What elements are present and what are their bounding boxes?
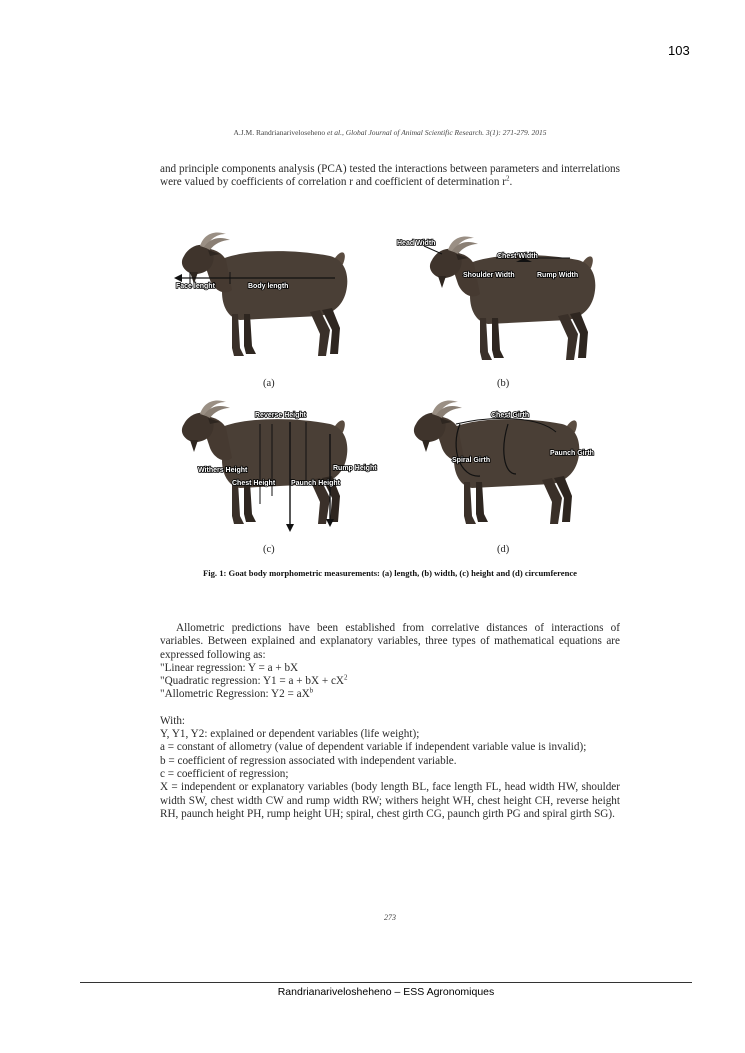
journal-page-number: 273	[384, 913, 396, 922]
with-label: With:	[160, 714, 186, 727]
allometric-paragraph: Allometric predictions have been established from correlative distances of interactions of variables. Between explained and explanatory variables, three types of mathematical equations are expressed following as:	[160, 622, 620, 661]
running-header	[160, 128, 620, 137]
label-paunch-girth: Paunch Girth	[550, 450, 594, 457]
label-paunch-height: Paunch Height	[291, 480, 341, 487]
body-text	[160, 622, 620, 821]
running-head-citation: et al., Global Journal of Animal Scientific Research. 3(1): 271-279. 2015	[326, 128, 547, 137]
def-c: c = coefficient of regression;	[160, 767, 289, 780]
intro-text: and principle components analysis (PCA) tested the interactions between parameters and interrelations were valued by coefficients of correlation r and coefficient of determination r	[160, 163, 620, 189]
panel-b-label: (b)	[497, 378, 510, 389]
footer-text: Randrianarivelosheheno – ESS Agronomiques	[277, 986, 495, 998]
intro-paragraph	[160, 163, 620, 190]
label-withers-height: Withers Height	[198, 467, 248, 474]
eq-allometric	[160, 688, 620, 701]
panel-d	[414, 401, 594, 556]
def-a: a = constant of allometry (value of dependent variable if independent variable value is invalid);	[160, 741, 587, 754]
footer-rule	[80, 982, 692, 983]
def-x: X = independent or explanatory variables (body length BL, face length FL, head width HW, shoulder width SW, chest width CW and rump width RW; withers height WH, chest height CH, reverse height RH, paunch height PH, rump height UH; spiral, chest girth CG, paunch girth PG and spiral girth SG).	[160, 781, 620, 820]
intro-tail: .	[509, 176, 513, 189]
goat-figure	[160, 228, 620, 558]
label-reverse-height: Reverse Height	[255, 412, 306, 419]
label-rump-height: Rump Height	[333, 465, 377, 472]
label-spiral-girth: Spiral Girth	[452, 457, 491, 464]
eq-allometric-sup: b	[309, 686, 314, 695]
label-head-width: Head Width	[397, 240, 436, 247]
panel-d-label: (d)	[497, 544, 510, 555]
def-b: b = coefficient of regression associated with independent variable.	[160, 754, 457, 767]
label-body-length: Body length	[248, 283, 289, 290]
eq-linear: "Linear regression: Y = a + bX	[160, 661, 299, 674]
eq-allometric-text: "Allometric Regression: Y2 = aX	[160, 688, 310, 701]
page-number: 103	[668, 43, 690, 58]
label-chest-width: Chest Width	[497, 253, 538, 260]
panel-a-label: (a)	[263, 378, 275, 389]
label-rump-width: Rump Width	[537, 272, 579, 279]
panel-c-label: (c)	[263, 544, 275, 555]
label-face-length: Face lenght	[176, 283, 215, 290]
eq-quadratic-sup: 2	[344, 673, 348, 682]
running-head-authors: A.J.M. Randrianariveloseheno	[233, 128, 327, 137]
panel-a	[174, 233, 347, 390]
label-chest-height: Chest Height	[232, 480, 276, 487]
panel-c	[182, 401, 377, 556]
intro-sup: 2	[505, 174, 510, 183]
eq-quadratic	[160, 675, 620, 688]
figure-caption: Fig. 1: Goat body morphometric measurements: (a) length, (b) width, (c) height and (d) circumference	[202, 568, 578, 578]
panel-b	[397, 237, 595, 390]
eq-quadratic-text: "Quadratic regression: Y1 = a + bX + cX	[160, 675, 345, 688]
label-chest-girth: Chest Girth	[491, 412, 530, 419]
label-shoulder-width: Shoulder Width	[463, 272, 515, 279]
def-y: Y, Y1, Y2: explained or dependent variables (life weight);	[160, 728, 420, 741]
